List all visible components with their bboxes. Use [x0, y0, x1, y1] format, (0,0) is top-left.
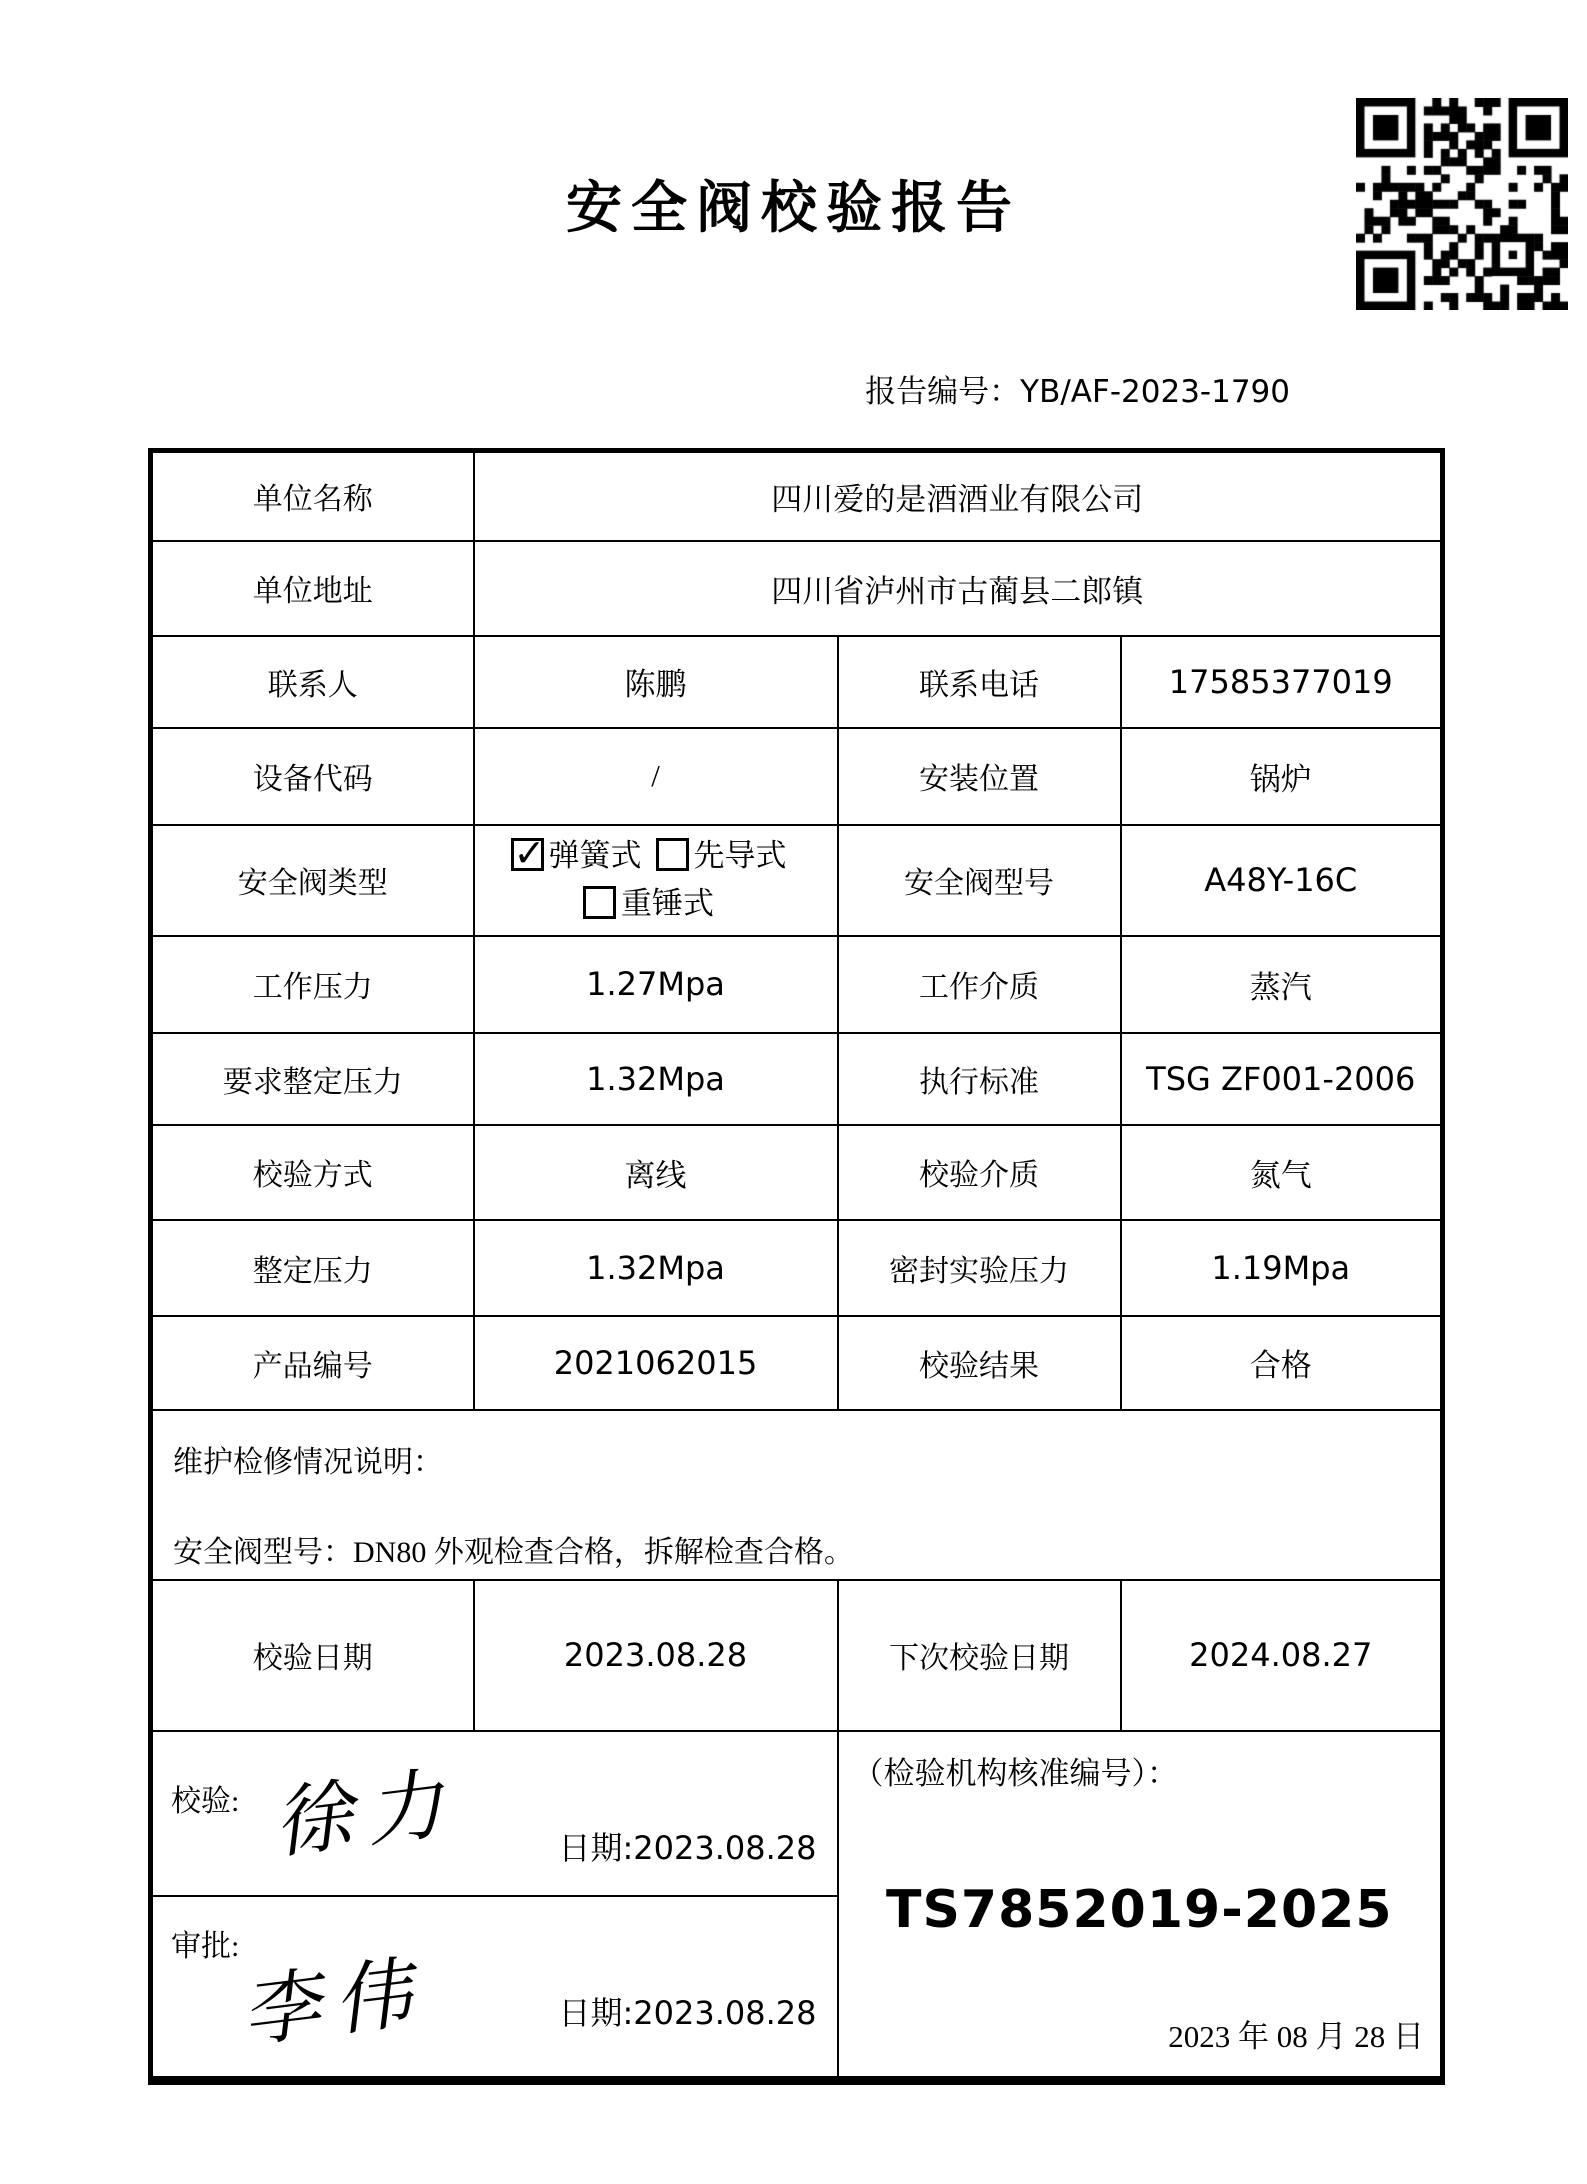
- checkbox-option-spring: ✓弹簧式: [511, 838, 642, 873]
- label-required-set-pressure: 要求整定压力: [151, 1033, 474, 1125]
- row-set-pressure: [151, 1220, 1443, 1316]
- row-unit-address: [151, 541, 1443, 636]
- qr-code-icon: [1356, 98, 1568, 310]
- org-approval-cell: [838, 1731, 1443, 2081]
- label-next-verify-date: 下次校验日期: [838, 1580, 1121, 1731]
- label-valve-type: 安全阀类型: [151, 825, 474, 936]
- row-required-set-pressure: [151, 1033, 1443, 1125]
- value-install-location: 锅炉: [1121, 728, 1443, 825]
- org-approval-number: TS7852019-2025: [886, 1879, 1393, 1940]
- value-device-code: /: [474, 728, 838, 825]
- checkbox-option-weight: 重锤式: [583, 886, 714, 921]
- report-number-label: 报告编号：: [865, 374, 1021, 409]
- checkbox-icon: [511, 838, 544, 871]
- checkbox-icon: [583, 886, 616, 919]
- value-next-verify-date: 2024.08.27: [1121, 1580, 1443, 1731]
- checkbox-icon: [656, 838, 689, 871]
- row-verify-date: [151, 1580, 1443, 1731]
- label-verify-medium: 校验介质: [838, 1125, 1121, 1220]
- row-contact: [151, 636, 1443, 728]
- label-unit-address: 单位地址: [151, 541, 474, 636]
- value-unit-address: 四川省泸州市古蔺县二郎镇: [474, 541, 1443, 636]
- value-working-medium: 蒸汽: [1121, 936, 1443, 1033]
- label-device-code: 设备代码: [151, 728, 474, 825]
- row-product-no: [151, 1316, 1443, 1410]
- label-contact: 联系人: [151, 636, 474, 728]
- label-install-location: 安装位置: [838, 728, 1121, 825]
- value-verify-medium: 氮气: [1121, 1125, 1443, 1220]
- label-seal-test-pressure: 密封实验压力: [838, 1220, 1121, 1316]
- label-standard: 执行标准: [838, 1033, 1121, 1125]
- report-table: [148, 448, 1445, 2085]
- row-working-pressure: [151, 936, 1443, 1033]
- value-contact: 陈鹏: [474, 636, 838, 728]
- value-contact-phone: 17585377019: [1121, 636, 1443, 728]
- label-contact-phone: 联系电话: [838, 636, 1121, 728]
- value-valve-type: [474, 825, 838, 936]
- org-approval-date: 2023 年 08 月 28 日: [1168, 2019, 1425, 2054]
- value-set-pressure: 1.32Mpa: [474, 1220, 838, 1316]
- value-verify-method: 离线: [474, 1125, 838, 1220]
- label-working-pressure: 工作压力: [151, 936, 474, 1033]
- value-valve-model: A48Y-16C: [1121, 825, 1443, 936]
- value-product-no: 2021062015: [474, 1316, 838, 1410]
- row-verify-method: [151, 1125, 1443, 1220]
- label-product-no: 产品编号: [151, 1316, 474, 1410]
- verifier-cell: [151, 1731, 838, 1896]
- row-device-code: [151, 728, 1443, 825]
- maintenance-cell: [151, 1410, 1443, 1580]
- value-required-set-pressure: 1.32Mpa: [474, 1033, 838, 1125]
- verifier-label: 校验:: [171, 1784, 240, 1818]
- value-standard: TSG ZF001-2006: [1121, 1033, 1443, 1125]
- approver-cell: [151, 1896, 838, 2081]
- label-verify-method: 校验方式: [151, 1125, 474, 1220]
- label-valve-model: 安全阀型号: [838, 825, 1121, 936]
- report-number-line: [865, 366, 1290, 411]
- row-valve-type: [151, 825, 1443, 936]
- label-verify-date: 校验日期: [151, 1580, 474, 1731]
- row-unit-name: [151, 451, 1443, 541]
- label-working-medium: 工作介质: [838, 936, 1121, 1033]
- row-maintenance: [151, 1410, 1443, 1580]
- value-verify-result: 合格: [1121, 1316, 1443, 1410]
- approver-date: 日期:2023.08.28: [558, 1994, 817, 2032]
- checkbox-option-pilot: 先导式: [656, 838, 787, 873]
- org-approval-label: （检验机构核准编号）：: [852, 1755, 1178, 1791]
- approver-label: 审批:: [171, 1929, 240, 1963]
- value-unit-name: 四川爱的是酒酒业有限公司: [474, 451, 1443, 541]
- label-unit-name: 单位名称: [151, 451, 474, 541]
- row-verifier: [151, 1731, 1443, 1896]
- label-set-pressure: 整定压力: [151, 1220, 474, 1316]
- report-number-value: YB/AF-2023-1790: [1020, 374, 1290, 410]
- value-seal-test-pressure: 1.19Mpa: [1121, 1220, 1443, 1316]
- maintenance-title: 维护检修情况说明：: [173, 1445, 443, 1479]
- maintenance-note: 安全阀型号：DN80 外观检查合格，拆解检查合格。: [173, 1535, 854, 1569]
- approver-signature: 李伟: [243, 1945, 437, 2057]
- verifier-signature: 徐力: [275, 1756, 469, 1868]
- label-verify-result: 校验结果: [838, 1316, 1121, 1410]
- verifier-date: 日期:2023.08.28: [558, 1828, 817, 1867]
- value-verify-date: 2023.08.28: [474, 1580, 838, 1731]
- value-working-pressure: 1.27Mpa: [474, 936, 838, 1033]
- page-title: 安全阀校验报告: [566, 178, 1021, 240]
